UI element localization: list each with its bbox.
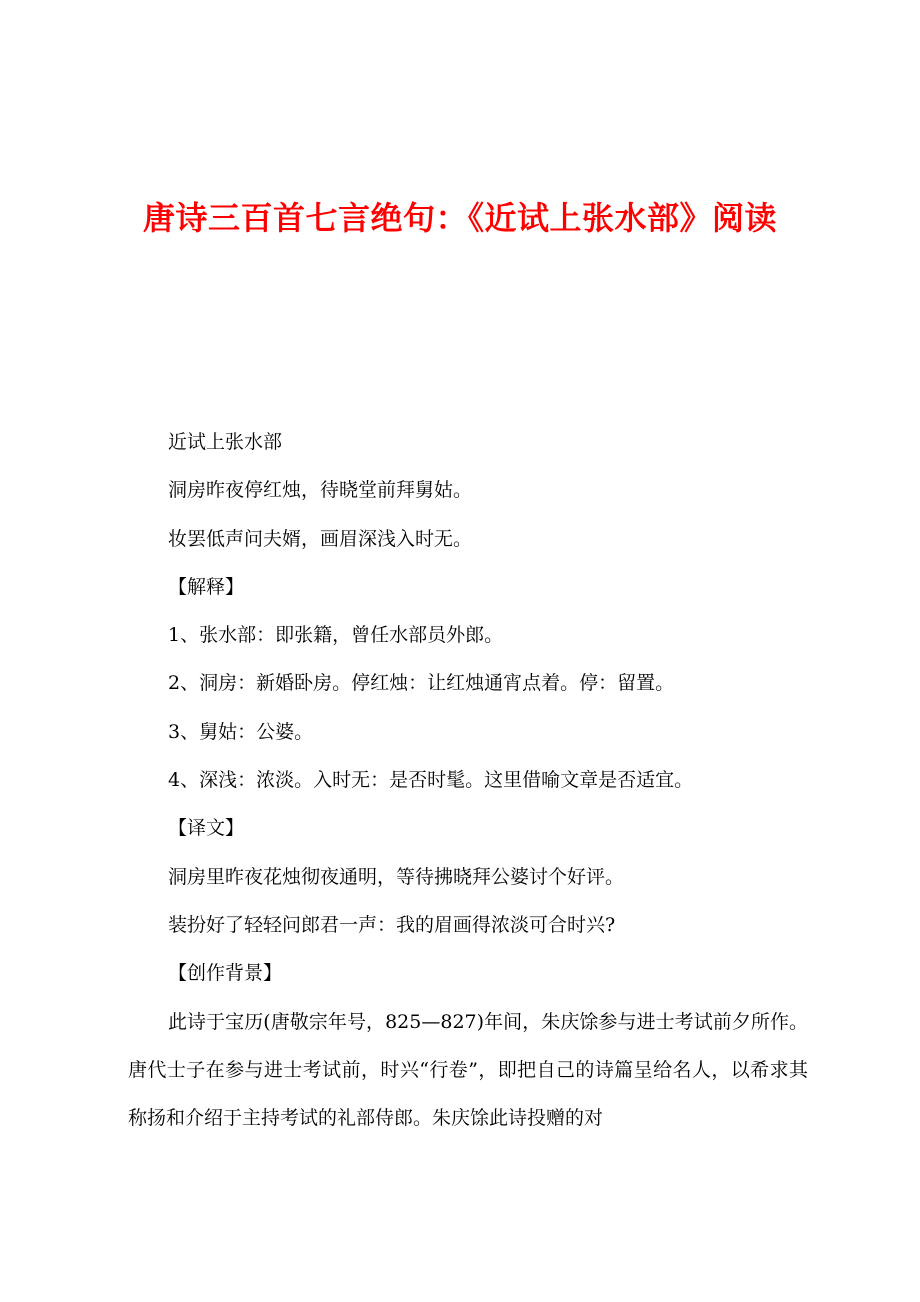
note-item-2: 2、洞房：新婚卧房。停红烛：让红烛通宵点着。停：留置。 <box>168 672 675 695</box>
translation-line-1: 洞房里昨夜花烛彻夜通明，等待拂晓拜公婆讨个好评。 <box>168 865 625 888</box>
background-paragraph: 此诗于宝历(唐敬宗年号，825—827)年间，朱庆馀参与进士考试前夕所作。唐代士子在参与进士考试前，时兴“行卷”，即把自己的诗篇呈给名人，以希求其称扬和介绍于主持考试的礼部侍郎。朱庆馀此诗投赠的对 <box>128 1010 808 1129</box>
poem-line-1: 洞房昨夜停红烛，待晓堂前拜舅姑。 <box>168 479 473 502</box>
section-heading-explanation: 【解释】 <box>168 575 245 598</box>
poem-title: 近试上张水部 <box>168 431 283 453</box>
page-title: 唐诗三百首七言绝句：《近试上张水部》阅读 <box>142 199 777 237</box>
note-item-1: 1、张水部：即张籍，曾任水部员外郎。 <box>168 624 504 647</box>
section-heading-translation: 【译文】 <box>168 817 245 840</box>
note-item-3: 3、舅姑：公婆。 <box>168 720 314 743</box>
document-body <box>128 418 808 1142</box>
translation-line-2: 装扮好了轻轻问郎君一声：我的眉画得浓淡可合时兴? <box>168 913 616 936</box>
section-heading-background: 【创作背景】 <box>168 962 283 985</box>
poem-line-2: 妆罢低声问夫婿，画眉深浅入时无。 <box>168 527 473 550</box>
note-item-4: 4、深浅：浓淡。入时无：是否时髦。这里借喻文章是否适宜。 <box>168 769 694 792</box>
